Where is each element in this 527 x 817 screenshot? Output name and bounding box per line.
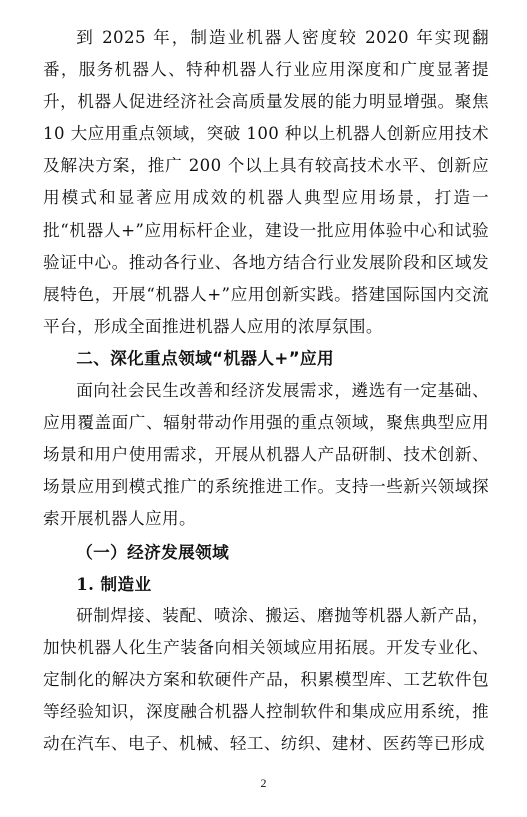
section-heading: 二、深化重点领域“机器人+”应用 <box>76 348 335 368</box>
paragraph-manufacturing: 研制焊接、装配、喷涂、搬运、磨抛等机器人新产品，加快机器人化生产装备向相关领域应用拓展。开发专业化、定制化的解决方案和软硬件产品，积累模型库、工艺软件包等经验知识，深度融合机器人控制软件和集成应用系统，推动在汽车、电子、机械、轻工、纺织、建材、医药等已形成 <box>43 605 489 754</box>
subsection-heading: （一）经济发展领域 <box>76 541 230 562</box>
paragraph-key-fields: 面向社会民生改善和经济发展需求，遴选有一定基础、应用覆盖面广、辐射带动作用强的重点领域，聚焦典型应用场景和用户使用需求，开展从机器人产品研制、技术创新、场景应用到模式推广的系统推进工作。支持一些新兴领域探索开展机器人应用。 <box>43 381 489 529</box>
page-content <box>43 22 489 760</box>
paragraph-goals-2025: 到 2025 年，制造业机器人密度较 2020 年实现翻番，服务机器人、特种机器人行业应用深度和广度显著提升，机器人促进经济社会高质量发展的能力明显增强。聚焦 10 大应用重点领域，突破 100 种以上机器人创新应用技术及解决方案，推广 200 个以上具有较高技术水平、创新应用模式和显著应用成效的机器人典型应用场景，打造一批“机器人+”应用标杆企业，建设一批应用体验中心和试验验证中心。推动各行业、各地方结合行业发展阶段和区域发展特色，开展“机器人+”应用创新实践。搭建国际国内交流平台，形成全面推进机器人应用的浓厚氛围。 <box>43 28 489 336</box>
item-heading-manufacturing: 1. 制造业 <box>76 573 152 594</box>
page-number: 2 <box>260 776 267 790</box>
